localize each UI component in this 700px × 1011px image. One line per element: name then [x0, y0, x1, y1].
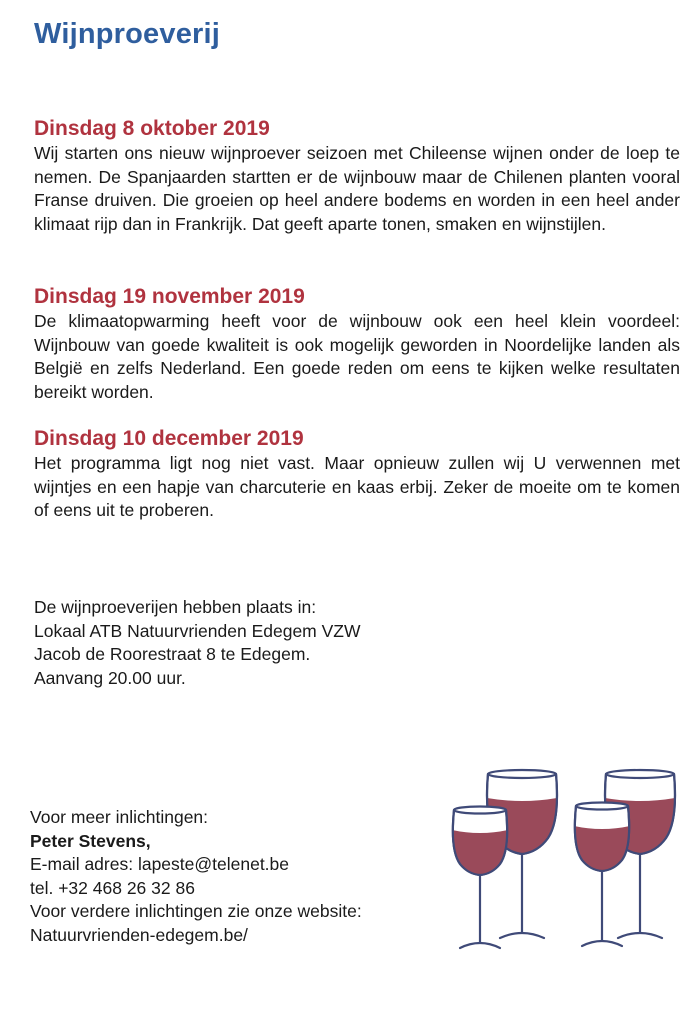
contact-info [30, 806, 362, 947]
contact-intro: Voor meer inlichtingen: [30, 807, 209, 827]
wine-glass-icon [452, 807, 508, 949]
event-description: Het programma ligt nog niet vast. Maar opnieuw zullen wij U verwennen met wijntjes en een hapje van charcuterie en kaas erbij. Zeker de moeite om te komen of eens uit te proberen. [34, 453, 680, 520]
contact-phone: tel. +32 468 26 32 86 [30, 877, 195, 898]
website-intro: Voor verdere inlichtingen zie onze website: [30, 901, 362, 921]
page-title: Wijnproeverij [34, 18, 221, 50]
event-description: Wij starten ons nieuw wijnproever seizoen met Chileense wijnen onder de loep te nemen. De Spanjaarden startten er de wijnbouw maar de Chilenen planten vooral Franse druiven. Die groeien op heel andere bodems en worden in een heel ander klimaat rijp dan in Frankrijk. Dat geeft aparte tonen, smaken en wijnstijlen. [34, 143, 680, 234]
venue-info [34, 596, 361, 690]
venue-name: Lokaal ATB Natuurvrienden Edegem VZW [34, 620, 361, 641]
event-oktober [34, 116, 680, 236]
event-description: De klimaatopwarming heeft voor de wijnbouw ook een heel klein voordeel: Wijnbouw van goede kwaliteit is ook mogelijk geworden in Noordelijke landen als België en zelfs Nederland. Een goede reden om eens te kijken welke resultaten bereikt worden. [34, 311, 680, 402]
event-date: Dinsdag 19 november 2019 [34, 285, 305, 308]
event-date: Dinsdag 8 oktober 2019 [34, 117, 270, 140]
event-date: Dinsdag 10 december 2019 [34, 427, 304, 450]
website-link: Natuurvrienden-edegem.be/ [30, 924, 248, 945]
start-time: Aanvang 20.00 uur. [34, 667, 186, 688]
contact-name: Peter Stevens, [30, 830, 151, 851]
wine-glass-icon [574, 803, 630, 947]
event-november [34, 284, 680, 404]
venue-address: Jacob de Roorestraat 8 te Edegem. [34, 644, 311, 664]
venue-line: De wijnproeverijen hebben plaats in: [34, 597, 317, 617]
contact-email: E-mail adres: lapeste@telenet.be [30, 854, 290, 874]
wine-glasses-icon [440, 760, 690, 960]
event-december [34, 426, 680, 523]
